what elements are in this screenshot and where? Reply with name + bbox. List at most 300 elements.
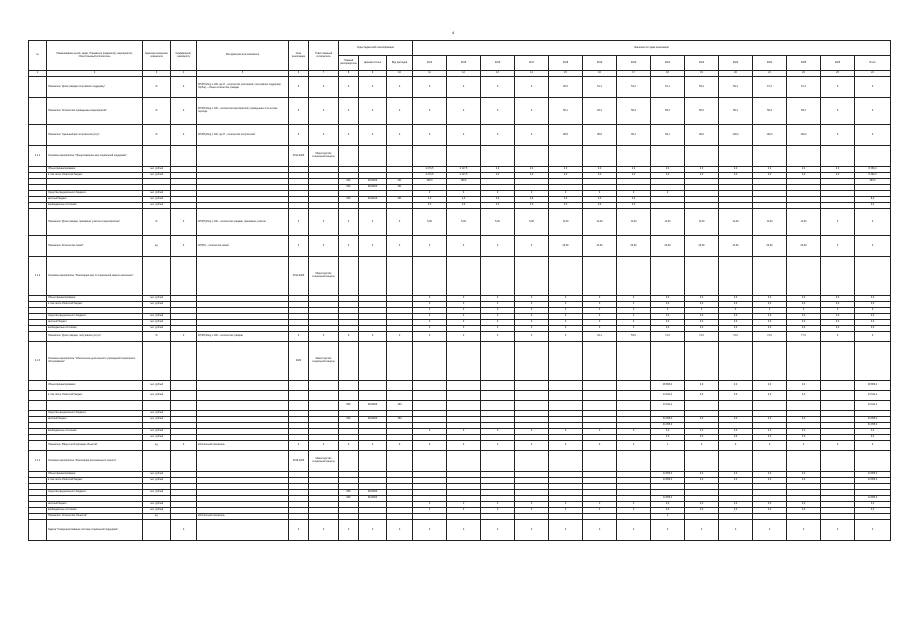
table-row xyxy=(29,401,891,411)
cell-name: Средства федерального бюджета xyxy=(47,490,143,496)
cell-year-value: 67,4 xyxy=(787,77,821,98)
cell-year-value: 0,0 xyxy=(787,435,821,441)
cell-total xyxy=(855,257,891,296)
cell-year-value: 0 xyxy=(447,502,481,508)
cell-total: 14 856,3 xyxy=(855,478,891,484)
cell-expense-type xyxy=(387,342,413,381)
cell-expense-type: 464 xyxy=(387,401,413,411)
cell-no xyxy=(29,332,47,342)
cell-year-value: 0 xyxy=(651,191,685,197)
cell-year-value: 74,0 xyxy=(753,332,787,342)
cell-year-value: 0 xyxy=(583,429,617,435)
cell-year-value: 58,3 xyxy=(617,98,651,125)
cell-year-value xyxy=(447,391,481,401)
cell-year-value: 34 955,0 xyxy=(651,423,685,429)
cell-year-value xyxy=(583,146,617,167)
cell-year-value xyxy=(651,146,685,167)
cell-year-value: 0,0 xyxy=(719,508,753,514)
cell-unit: тыс. рублей xyxy=(143,490,171,496)
cell-year-value: 0 xyxy=(617,320,651,326)
cell-year-value: 0 xyxy=(549,520,583,541)
cell-year-value: 0 xyxy=(413,314,447,320)
cell-method: ΣП/ΣП(общ) х 100 – количество мероприятий, проведенных в отчетном периоде xyxy=(197,98,289,125)
header-year: 2016 xyxy=(481,56,515,71)
cell-year-value: 0,0 xyxy=(719,429,753,435)
cell-unit: % xyxy=(143,98,171,125)
cell-year-value xyxy=(617,342,651,381)
cell-year-value: 0 xyxy=(515,98,549,125)
cell-target-article: 0313100 xyxy=(359,197,387,203)
cell-year-value xyxy=(821,451,855,472)
cell-year-value: 23,00 xyxy=(617,236,651,257)
cell-year-value: 0 xyxy=(447,508,481,514)
cell-year-value: 0 xyxy=(515,320,549,326)
cell-year-value: 0,0 xyxy=(617,167,651,173)
cell-year-value: 0,0 xyxy=(685,320,719,326)
cell-term: 0 xyxy=(289,332,309,342)
cell-year-value: 0 xyxy=(617,508,651,514)
cell-method: ΣП(ΣП) – количество семей xyxy=(197,236,289,257)
cell-year-value: 0 xyxy=(583,296,617,302)
cell-coef: 0 xyxy=(171,77,197,98)
cell-coef: 0 xyxy=(171,98,197,125)
cell-year-value: 0,0 xyxy=(685,508,719,514)
cell-year-value: 0,0 xyxy=(719,296,753,302)
cell-name: Показатель "Количество объектов" xyxy=(47,514,143,520)
cell-year-value: 0,0 xyxy=(787,302,821,308)
cell-target-article: 0100000 xyxy=(359,185,387,191)
cell-year-value: 99,1 xyxy=(651,125,685,146)
cell-year-value: 0 xyxy=(821,236,855,257)
cell-name: Основное мероприятие "Предоставление мер социальной поддержки" xyxy=(47,146,143,167)
cell-year-value: 0 xyxy=(481,302,515,308)
cell-year-value: 0,0 xyxy=(685,167,719,173)
header-year: 2019 xyxy=(583,56,617,71)
cell-year-value: 0 xyxy=(549,302,583,308)
cell-year-value xyxy=(583,381,617,391)
cell-total: 0,0 xyxy=(855,302,891,308)
cell-year-value: 58,3 xyxy=(651,98,685,125)
cell-year-value: 0 xyxy=(515,125,549,146)
cell-year-value: 11,00 xyxy=(583,209,617,236)
cell-year-value: 34 955,0 xyxy=(651,417,685,423)
column-number: 9 xyxy=(359,71,387,77)
cell-year-value: 0 xyxy=(515,77,549,98)
cell-year-value: 0 xyxy=(481,441,515,451)
cell-year-value: 0 xyxy=(821,441,855,451)
cell-no xyxy=(29,77,47,98)
cell-year-value: 0 xyxy=(515,326,549,332)
cell-year-value: 34,1 xyxy=(583,332,617,342)
cell-name: внебюджетные источники xyxy=(47,326,143,332)
cell-expense-type: 321 xyxy=(387,185,413,191)
cell-responsible xyxy=(309,381,339,391)
cell-name: Показатель "Доля граждан, принявших участие в мероприятиях" xyxy=(47,209,143,236)
column-number: 21 xyxy=(753,71,787,77)
cell-year-value: 0,0 xyxy=(821,314,855,320)
cell-year-value: 0 xyxy=(481,77,515,98)
cell-total xyxy=(855,451,891,472)
cell-total: 0,0 xyxy=(855,326,891,332)
cell-year-value: 0 xyxy=(447,308,481,314)
cell-year-value: 0 xyxy=(821,209,855,236)
cell-unit: тыс. рублей xyxy=(143,167,171,173)
cell-year-value: 11,00 xyxy=(617,209,651,236)
cell-year-value: 0 xyxy=(413,98,447,125)
cell-name: местный бюджет xyxy=(47,320,143,326)
column-number: 14 xyxy=(515,71,549,77)
cell-year-value xyxy=(753,342,787,381)
cell-no: 4.1.2 xyxy=(29,257,47,296)
cell-responsible: 0 xyxy=(309,441,339,451)
column-number: 23 xyxy=(821,71,855,77)
cell-term xyxy=(289,401,309,411)
cell-target-article xyxy=(359,451,387,472)
header-vr: Вид расходов xyxy=(387,56,413,71)
cell-no xyxy=(29,125,47,146)
cell-year-value: 0 xyxy=(583,441,617,451)
cell-unit: тыс. рублей xyxy=(143,302,171,308)
cell-year-value: 0,0 xyxy=(549,203,583,209)
cell-year-value xyxy=(583,257,617,296)
cell-year-value: 0 xyxy=(583,520,617,541)
cell-year-value: 0,0 xyxy=(821,320,855,326)
cell-total: 0,0 xyxy=(855,314,891,320)
cell-year-value xyxy=(515,146,549,167)
cell-year-value: 0,0 xyxy=(617,173,651,179)
cell-year-value: 0 xyxy=(481,508,515,514)
cell-year-value xyxy=(515,342,549,381)
cell-year-value: 0 xyxy=(617,326,651,332)
cell-year-value xyxy=(651,451,685,472)
cell-year-value: 0 xyxy=(413,502,447,508)
cell-year-value: 0 xyxy=(413,308,447,314)
cell-year-value: 0,0 xyxy=(787,508,821,514)
cell-name: местный бюджет xyxy=(47,502,143,508)
cell-coef: 0 xyxy=(171,441,197,451)
cell-target-article: 0 xyxy=(359,332,387,342)
cell-grbs xyxy=(339,391,359,401)
cell-year-value: 0 xyxy=(583,320,617,326)
cell-year-value xyxy=(481,451,515,472)
cell-responsible: Министерство социальной защиты xyxy=(309,146,339,167)
cell-year-value: 0 xyxy=(447,77,481,98)
cell-grbs: 803 xyxy=(339,185,359,191)
cell-year-value xyxy=(413,146,447,167)
cell-year-value: 0 xyxy=(447,520,481,541)
cell-expense-type: 0 xyxy=(387,332,413,342)
cell-total: 34 955,0 xyxy=(855,417,891,423)
header-method: Методика расчета показателя xyxy=(197,41,289,71)
cell-year-value: 0 xyxy=(481,296,515,302)
cell-target-article xyxy=(359,381,387,391)
cell-year-value: 0 xyxy=(515,314,549,320)
cell-year-value: 159,5 xyxy=(447,179,481,185)
cell-year-value: 0,0 xyxy=(481,173,515,179)
cell-coef xyxy=(171,381,197,391)
header-name: Наименование целей, задач, Показатель (индикатор), мероприятия, Ответственный исполнитель xyxy=(47,41,143,71)
cell-year-value: 77,0 xyxy=(787,332,821,342)
cell-year-value: 0,0 xyxy=(719,435,753,441)
cell-year-value: 0,0 xyxy=(787,173,821,179)
cell-target-article: 0 xyxy=(359,98,387,125)
cell-year-value: 4 274,5 xyxy=(413,173,447,179)
cell-year-value: 14 856,3 xyxy=(651,496,685,502)
cell-target-article: 0100000 xyxy=(359,417,387,423)
table-row xyxy=(29,257,891,296)
header-year: 2025 xyxy=(787,56,821,71)
cell-total: 0,0 xyxy=(855,429,891,435)
cell-coef xyxy=(171,342,197,381)
cell-year-value: 11,00 xyxy=(651,209,685,236)
cell-year-value xyxy=(685,257,719,296)
column-number: 13 xyxy=(481,71,515,77)
cell-target-article xyxy=(359,257,387,296)
cell-total: 8,0 xyxy=(855,197,891,203)
cell-total: 0 xyxy=(855,308,891,314)
cell-year-value: 0 xyxy=(447,332,481,342)
cell-total: 13 911,4 xyxy=(855,401,891,411)
cell-unit: ед. xyxy=(143,441,171,451)
cell-year-value xyxy=(413,391,447,401)
cell-target-article: 0 xyxy=(359,125,387,146)
cell-year-value: 0,0 xyxy=(515,203,549,209)
cell-expense-type: 321 xyxy=(387,179,413,185)
cell-year-value: 0,0 xyxy=(651,320,685,326)
cell-coef: 0 xyxy=(171,236,197,257)
cell-unit xyxy=(143,401,171,411)
cell-year-value: 0 xyxy=(583,302,617,308)
cell-year-value: 0 xyxy=(481,502,515,508)
cell-year-value: 0,0 xyxy=(753,472,787,478)
cell-total: 48 866,4 xyxy=(855,381,891,391)
cell-year-value xyxy=(481,257,515,296)
cell-year-value: 0 xyxy=(413,320,447,326)
cell-year-value xyxy=(481,146,515,167)
cell-year-value: 0 xyxy=(413,302,447,308)
cell-total: 0 xyxy=(855,520,891,541)
cell-year-value: 0 xyxy=(617,502,651,508)
header-codes: Коды бюджетной классификации xyxy=(339,41,413,56)
cell-year-value: 0,0 xyxy=(549,173,583,179)
cell-target-article xyxy=(359,342,387,381)
cell-name: Средства федерального бюджета xyxy=(47,314,143,320)
cell-year-value: 0,0 xyxy=(651,167,685,173)
cell-year-value: 11,00 xyxy=(787,209,821,236)
cell-year-value xyxy=(685,401,719,411)
cell-year-value: 0 xyxy=(651,308,685,314)
cell-year-value: 0,0 xyxy=(651,173,685,179)
cell-year-value: 0,0 xyxy=(651,314,685,320)
cell-name: в том числе областной бюджет xyxy=(47,478,143,484)
column-number: 24 xyxy=(855,71,891,77)
cell-year-value: 0 xyxy=(685,308,719,314)
cell-year-value: 325,0 xyxy=(413,179,447,185)
cell-method xyxy=(197,401,289,411)
cell-year-value: 0 xyxy=(617,296,651,302)
cell-year-value: 0,0 xyxy=(787,296,821,302)
cell-year-value: 0,0 xyxy=(787,472,821,478)
cell-year-value: 0,0 xyxy=(685,302,719,308)
cell-unit: тыс. рублей xyxy=(143,429,171,435)
cell-year-value xyxy=(481,381,515,391)
cell-coef xyxy=(171,391,197,401)
cell-year-value xyxy=(447,342,481,381)
header-year: 2015 xyxy=(447,56,481,71)
cell-term xyxy=(289,391,309,401)
cell-year-value: 23,00 xyxy=(787,236,821,257)
cell-term: 2014-2026 xyxy=(289,146,309,167)
cell-year-value xyxy=(753,451,787,472)
cell-name: Показатель "Количество проведенных мероприятий" xyxy=(47,98,143,125)
cell-unit: тыс. рублей xyxy=(143,197,171,203)
cell-year-value: 100,0 xyxy=(753,125,787,146)
cell-no: 4.1.3 xyxy=(29,342,47,381)
cell-responsible: 0 xyxy=(309,98,339,125)
cell-year-value: 99,1 xyxy=(617,125,651,146)
cell-name: Объем финансирования xyxy=(47,472,143,478)
cell-year-value: 0,0 xyxy=(685,429,719,435)
cell-year-value: 0,0 xyxy=(719,167,753,173)
cell-year-value: 11,00 xyxy=(685,209,719,236)
header-year: 2022 xyxy=(685,56,719,71)
cell-year-value: 0 xyxy=(515,429,549,435)
cell-year-value: 0,0 xyxy=(787,429,821,435)
cell-total: 0,0 xyxy=(855,435,891,441)
cell-year-value xyxy=(447,401,481,411)
cell-year-value: 0 xyxy=(515,308,549,314)
cell-year-value xyxy=(481,391,515,401)
header-grbs: Главный распорядитель xyxy=(339,56,359,71)
cell-year-value: 0 xyxy=(685,520,719,541)
cell-year-value: 0 xyxy=(413,326,447,332)
column-number: 1 xyxy=(29,71,47,77)
cell-year-value xyxy=(719,146,753,167)
cell-year-value: 0,0 xyxy=(753,429,787,435)
cell-year-value: 0 xyxy=(583,508,617,514)
cell-expense-type xyxy=(387,257,413,296)
cell-name: Основное мероприятие "Обеспечение деятельности учреждений социального обслуживания" xyxy=(47,342,143,381)
cell-total: 0 xyxy=(855,125,891,146)
table-row xyxy=(29,342,891,381)
cell-responsible: 0 xyxy=(309,209,339,236)
cell-year-value xyxy=(549,391,583,401)
cell-year-value: 0 xyxy=(549,508,583,514)
cell-year-value: 0,0 xyxy=(719,478,753,484)
cell-year-value: 58,3 xyxy=(787,98,821,125)
cell-year-value: 0 xyxy=(549,314,583,320)
cell-year-value xyxy=(617,401,651,411)
cell-year-value: 0 xyxy=(515,441,549,451)
cell-unit xyxy=(143,451,171,472)
program-table xyxy=(28,40,891,541)
cell-year-value: 0,0 xyxy=(685,391,719,401)
cell-target-article: 0100000 xyxy=(359,401,387,411)
cell-year-value: 23,00 xyxy=(685,236,719,257)
cell-year-value: 0 xyxy=(753,520,787,541)
cell-name: внебюджетные источники xyxy=(47,203,143,209)
cell-year-value: 0,0 xyxy=(753,173,787,179)
cell-year-value xyxy=(821,342,855,381)
cell-name: Основное мероприятие "Реализация мер по социальной защите населения" xyxy=(47,257,143,296)
cell-year-value: 0 xyxy=(685,441,719,451)
cell-year-value: 0,0 xyxy=(719,381,753,391)
cell-year-value: 0 xyxy=(481,320,515,326)
cell-method: ΣП/ΣП(общ) х 100 – количество граждан xyxy=(197,332,289,342)
cell-total: 13 911,4 xyxy=(855,391,891,401)
cell-year-value xyxy=(515,451,549,472)
cell-year-value: 0 xyxy=(413,77,447,98)
cell-year-value xyxy=(549,381,583,391)
cell-year-value: 0,0 xyxy=(753,435,787,441)
cell-year-value: 0,0 xyxy=(617,203,651,209)
cell-total: 8 396,0 xyxy=(855,167,891,173)
cell-name: Показатель "Доля граждан получивших поддержку" xyxy=(47,77,143,98)
column-number: 6 xyxy=(289,71,309,77)
cell-year-value: 13 911,4 xyxy=(651,391,685,401)
cell-year-value: 23,00 xyxy=(549,236,583,257)
cell-year-value: 74,0 xyxy=(719,332,753,342)
column-number: 19 xyxy=(685,71,719,77)
cell-year-value: 0,0 xyxy=(583,167,617,173)
cell-year-value: 0 xyxy=(481,332,515,342)
cell-year-value: 59,4 xyxy=(685,77,719,98)
cell-grbs: 0 xyxy=(339,209,359,236)
cell-year-value: 0 xyxy=(413,508,447,514)
cell-term: 2014-2026 xyxy=(289,257,309,296)
cell-expense-type: 0 xyxy=(387,125,413,146)
cell-total: 14 856,3 xyxy=(855,472,891,478)
cell-year-value xyxy=(413,342,447,381)
cell-year-value: 4,0 xyxy=(447,197,481,203)
cell-year-value: 0,0 xyxy=(753,167,787,173)
cell-year-value: 0 xyxy=(617,441,651,451)
cell-year-value xyxy=(583,451,617,472)
cell-no: 4.1.1 xyxy=(29,146,47,167)
cell-grbs: 0 xyxy=(339,332,359,342)
cell-name: местный бюджет xyxy=(47,417,143,423)
cell-year-value: 0,0 xyxy=(821,326,855,332)
cell-name xyxy=(47,401,143,411)
cell-no xyxy=(29,441,47,451)
cell-target-article: 0100000 xyxy=(359,496,387,502)
cell-year-value: 0 xyxy=(753,308,787,314)
cell-year-value xyxy=(821,381,855,391)
column-number: 10 xyxy=(387,71,413,77)
cell-year-value: 0 xyxy=(481,125,515,146)
cell-name: в том числе областной бюджет xyxy=(47,302,143,308)
cell-name: Объем финансирования xyxy=(47,167,143,173)
cell-year-value: 51,1 xyxy=(651,77,685,98)
column-number: 15 xyxy=(549,71,583,77)
cell-year-value: 0 xyxy=(719,520,753,541)
table-row xyxy=(29,451,891,472)
cell-year-value: 1 xyxy=(651,514,685,520)
cell-year-value: 0 xyxy=(583,502,617,508)
cell-coef: 0 xyxy=(171,209,197,236)
cell-year-value: 0,0 xyxy=(753,296,787,302)
cell-year-value xyxy=(447,451,481,472)
cell-responsible xyxy=(309,391,339,401)
cell-year-value: 0 xyxy=(787,520,821,541)
cell-year-value: 0 xyxy=(447,125,481,146)
cell-year-value xyxy=(685,342,719,381)
header-year: 2026 xyxy=(821,56,855,71)
cell-grbs: 803 xyxy=(339,496,359,502)
cell-year-value: 59,4 xyxy=(719,77,753,98)
cell-year-value: 0,0 xyxy=(753,502,787,508)
cell-method xyxy=(197,520,289,541)
